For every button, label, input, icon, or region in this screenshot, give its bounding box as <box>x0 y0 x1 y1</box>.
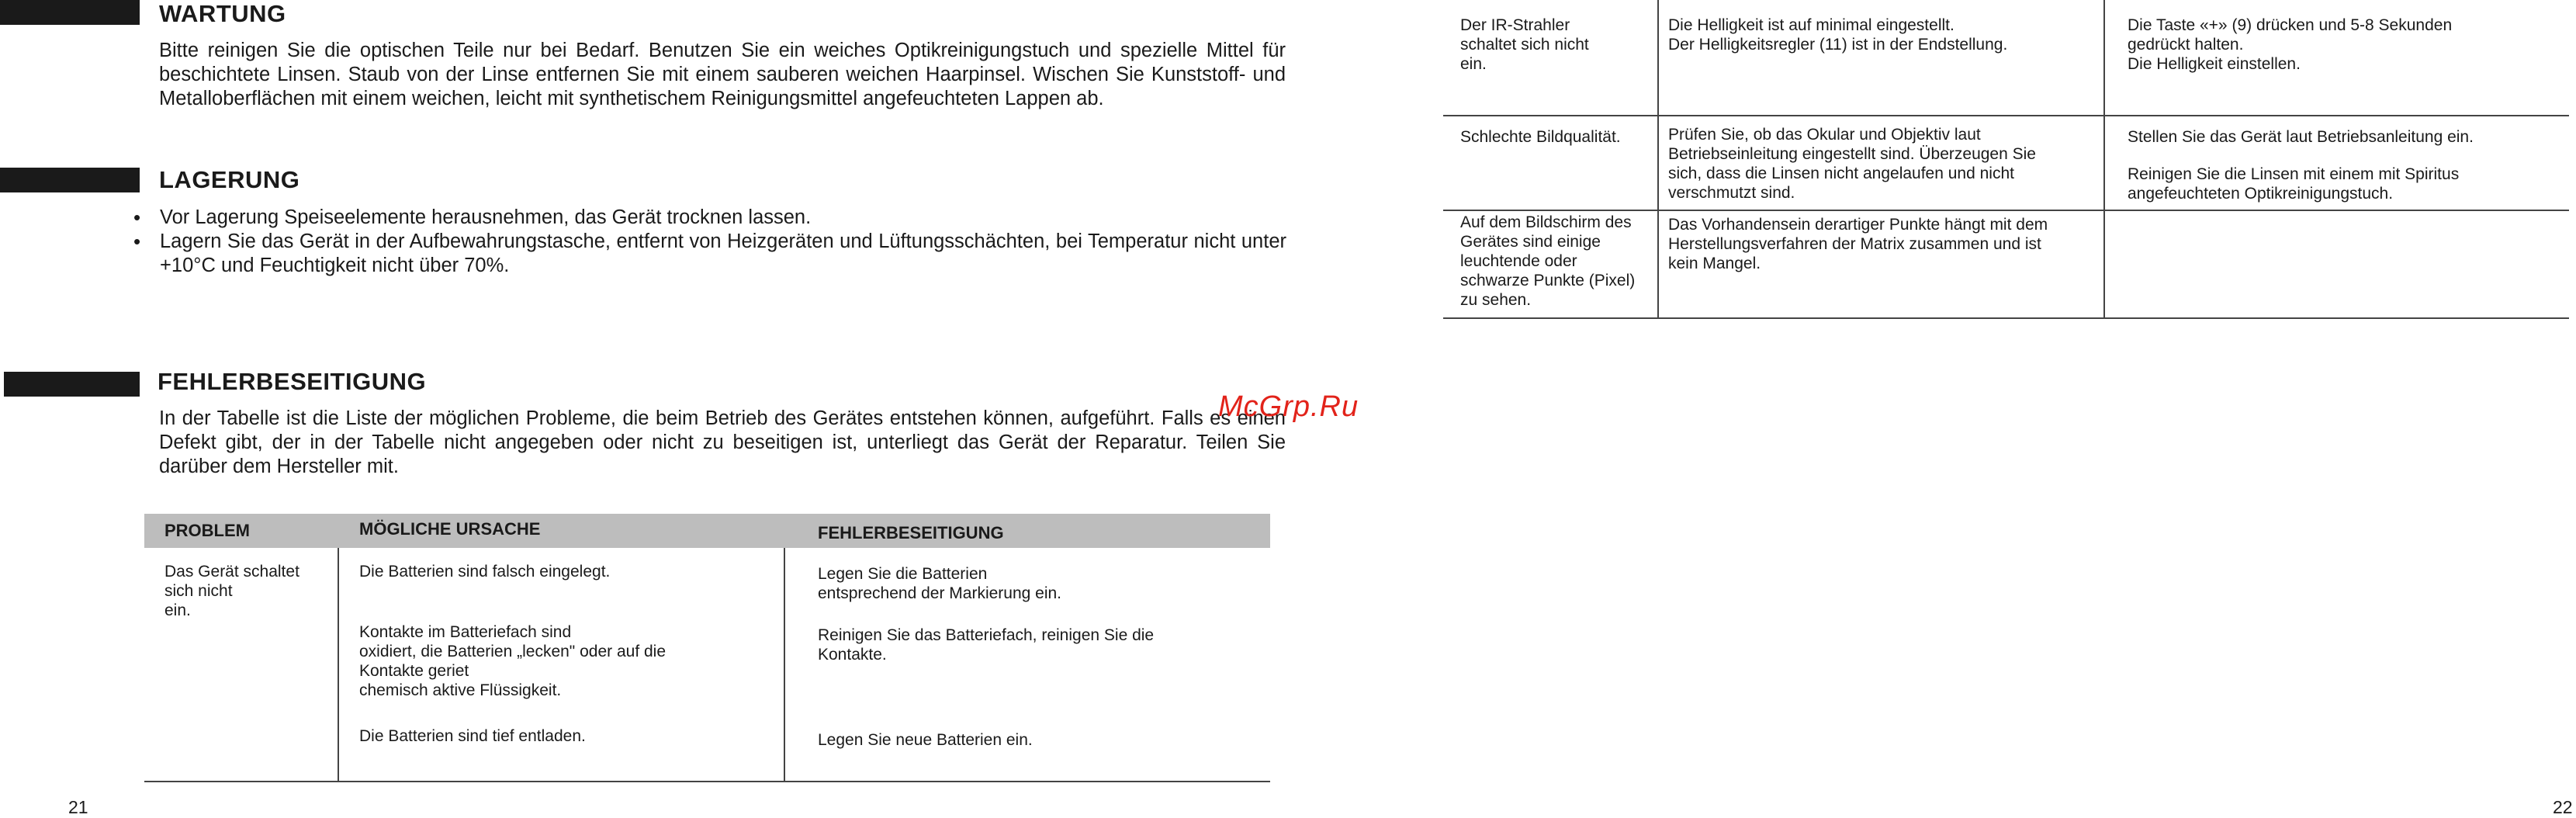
table-bottom-border <box>144 781 1270 782</box>
table-cell-cause: Das Vorhandensein derartiger Punkte hängt mit dem Herstellungsverfahren der Matrix zusammen und ist kein Mangel. <box>1668 216 2048 272</box>
watermark: McGrp.Ru <box>1218 390 1359 423</box>
table-cell-fix: Legen Sie neue Batterien ein. <box>818 731 1033 749</box>
paragraph-wartung: Bitte reinigen Sie die optischen Teile nur bei Bedarf. Benutzen Sie ein weiches Optikreinigungstuch und spezielle Mittel für beschichtete Linsen. Staub von der Linse entfernen Sie mit einem sauberen weichen Haarpinsel. Wischen Sie Kunststoff- und Metalloberflächen mit einem weichen, leicht mit synthetischem Reinigungsmittel angefeuchteten Lappen ab. <box>159 40 1286 109</box>
table-cell-fix: Reinigen Sie die Linsen mit einem mit Spiritus angefeuchteten Optikreinigungstuch. <box>2128 165 2460 203</box>
section-bar-lagerung <box>0 168 140 192</box>
list-item: • Vor Lagerung Speiseelemente herausnehmen, das Gerät trocknen lassen. <box>130 206 1286 230</box>
heading-fehlerbeseitigung: FEHLERBESEITIGUNG <box>158 368 427 395</box>
table-cell-problem: Der IR-Strahler schaltet sich nicht ein. <box>1460 16 1589 73</box>
lagerung-list <box>130 206 1286 278</box>
table-cell-fix: Reinigen Sie das Batteriefach, reinigen Sie die Kontakte. <box>818 626 1155 664</box>
table-cell-cause: Die Batterien sind falsch eingelegt. <box>359 563 611 581</box>
heading-wartung: WARTUNG <box>159 0 286 27</box>
column-header-ursache: MÖGLICHE URSACHE <box>359 519 541 539</box>
section-bar-wartung <box>0 0 140 25</box>
table-cell-cause: Die Helligkeit ist auf minimal eingestellt. Der Helligkeitsregler (11) ist in der Endstellung. <box>1668 16 2008 54</box>
section-bar-fehler <box>4 372 140 397</box>
table-row-divider <box>1443 115 2569 116</box>
table-cell-cause: Die Batterien sind tief entladen. <box>359 727 586 745</box>
table-cell-cause: Prüfen Sie, ob das Okular und Objektiv laut Betriebseinleitung eingestellt sind. Überzeugen Sie sich, dass die Linsen nicht angelaufen und nicht verschmutzt sind. <box>1668 126 2036 202</box>
page-number-left: 21 <box>68 797 88 817</box>
table-cell-problem: Schlechte Bildqualität. <box>1460 128 1621 146</box>
column-header-fehlerbeseitigung: FEHLERBESEITIGUNG <box>818 523 1004 542</box>
column-header-problem: PROBLEM <box>164 521 250 540</box>
table-divider <box>2103 0 2105 318</box>
table-cell-cause: Kontakte im Batteriefach sind oxidiert, die Batterien „lecken" oder auf die Kontakte geriet chemisch aktive Flüssigkeit. <box>359 623 667 699</box>
table-cell-problem: Auf dem Bildschirm des Gerätes sind einige leuchtende oder schwarze Punkte (Pixel) zu sehen. <box>1460 213 1636 309</box>
paragraph-fehler-intro: In der Tabelle ist die Liste der möglichen Probleme, die beim Betrieb des Gerätes entstehen können, aufgeführt. Falls es einen Defekt gibt, der in der Tabelle nicht angegeben oder nicht zu beseitigen ist, unterliegt das Gerät der Reparatur. Teilen Sie darüber dem Hersteller mit. <box>159 407 1286 477</box>
page-number-right: 22 <box>2553 797 2573 817</box>
table-cell-problem: Das Gerät schaltet sich nicht ein. <box>164 563 299 619</box>
table-cell-fix: Legen Sie die Batterien entsprechend der Markierung ein. <box>818 565 1062 602</box>
table-cell-fix: Stellen Sie das Gerät laut Betriebsanleitung ein. <box>2128 128 2474 146</box>
table-divider <box>1657 0 1659 318</box>
table-divider <box>784 548 785 781</box>
table-divider <box>338 548 339 781</box>
table-bottom-border <box>1443 317 2569 319</box>
table-cell-fix: Die Taste «+» (9) drücken und 5-8 Sekunden gedrückt halten. Die Helligkeit einstellen. <box>2128 16 2453 73</box>
heading-lagerung: LAGERUNG <box>159 166 300 193</box>
table-header-bar <box>144 514 1270 548</box>
table-row-divider <box>1443 210 2569 211</box>
list-item: • Lagern Sie das Gerät in der Aufbewahrungstasche, entfernt von Heizgeräten und Lüftungsschächten, bei Temperatur nicht unter +10°C und Feuchtigkeit nicht über 70%. <box>130 230 1286 278</box>
